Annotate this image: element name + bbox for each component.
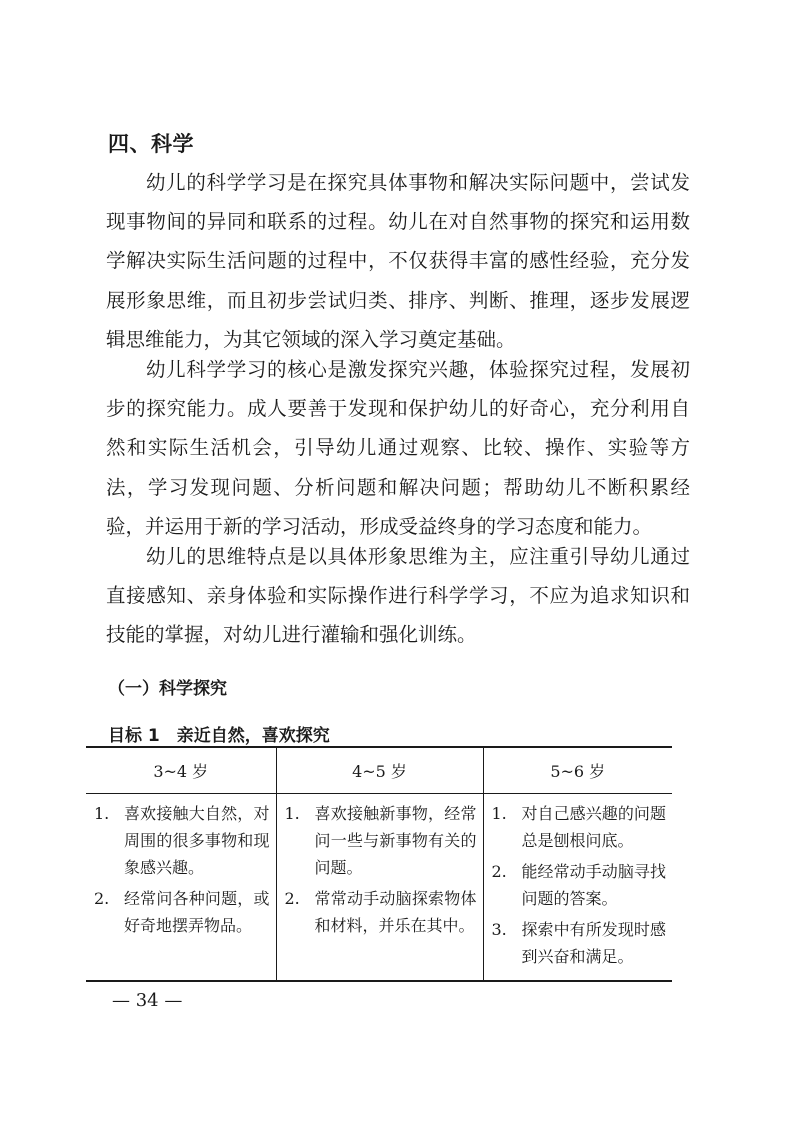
- table-row: [86, 794, 672, 982]
- list-item-text: 对自己感兴趣的问题总是刨根问底。: [521, 804, 666, 850]
- list-item-text: 探索中有所发现时感到兴奋和满足。: [521, 920, 666, 966]
- table-cell-age-3-4: [86, 794, 276, 982]
- list-item-text: 喜欢接触新事物，经常问一些与新事物有关的问题。: [314, 804, 477, 877]
- list-item: [492, 916, 667, 970]
- list-item: [94, 885, 270, 939]
- paragraph-2: 幼儿科学学习的核心是激发探究兴趣，体验探究过程，发展初步的探究能力。成人要善于发现和保护幼儿的好奇心，充分利用自然和实际生活机会，引导幼儿通过观察、比较、操作、实验等方法，学习发现问题、分析问题和解决问题；帮助幼儿不断积累经验，并运用于新的学习活动，形成受益终身的学习态度和能力。: [106, 358, 690, 538]
- list-item-number: 2.: [94, 889, 110, 908]
- paragraph-3: 幼儿的思维特点是以具体形象思维为主，应注重引导幼儿通过直接感知、亲身体验和实际操作进行科学学习，不应为追求知识和技能的掌握，对幼儿进行灌输和强化训练。: [106, 545, 690, 647]
- table-header-row: [86, 747, 672, 794]
- goal-title: 目标 1 亲近自然，喜欢探究: [108, 726, 330, 746]
- table-cell-age-5-6: [483, 794, 672, 982]
- list-item-number: 1.: [284, 804, 300, 823]
- list-item-number: 1.: [491, 804, 507, 823]
- list-item: [492, 858, 667, 912]
- column-header-age-3-4: 3~4 岁: [86, 747, 276, 794]
- subsection-title: （一）科学探究: [108, 679, 227, 699]
- list-item-text: 能经常动手动脑寻找问题的答案。: [521, 862, 666, 908]
- paragraph-1: 幼儿的科学学习是在探究具体事物和解决实际问题中，尝试发现事物间的异同和联系的过程。幼儿在对自然事物的探究和运用数学解决实际生活问题的过程中，不仅获得丰富的感性经验，充分发展形象思维，而且初步尝试归类、排序、判断、推理，逐步发展逻辑思维能力，为其它领域的深入学习奠定基础。: [106, 171, 690, 351]
- page-number: — 34 —: [112, 990, 183, 1011]
- list-item-text: 经常问各种问题，或好奇地摆弄物品。: [124, 889, 270, 935]
- goal-list: [94, 800, 270, 939]
- goal-list: [285, 800, 477, 939]
- list-item: [285, 800, 477, 881]
- column-header-age-4-5: 4~5 岁: [276, 747, 483, 794]
- list-item: [492, 800, 667, 854]
- section-title: 四、科学: [108, 132, 194, 156]
- list-item-number: 2.: [491, 862, 507, 881]
- column-header-age-5-6: 5~6 岁: [483, 747, 672, 794]
- list-item-number: 2.: [284, 889, 300, 908]
- list-item-text: 喜欢接触大自然，对周围的很多事物和现象感兴趣。: [124, 804, 270, 877]
- list-item-number: 1.: [94, 804, 110, 823]
- list-item: [94, 800, 270, 881]
- goal-list: [492, 800, 667, 970]
- list-item: [285, 885, 477, 939]
- list-item-number: 3.: [491, 920, 507, 939]
- table-cell-age-4-5: [276, 794, 483, 982]
- list-item-text: 常常动手动脑探索物体和材料，并乐在其中。: [314, 889, 477, 935]
- goal-table: [86, 746, 672, 982]
